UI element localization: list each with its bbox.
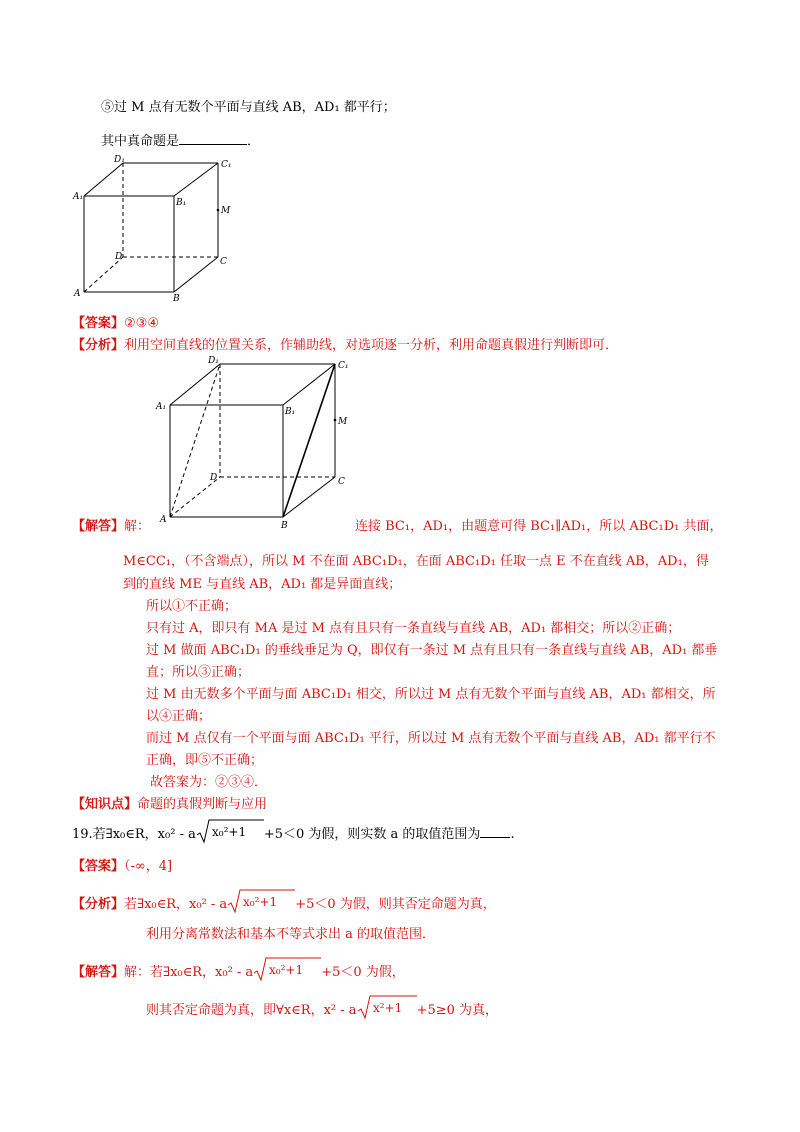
q18-prompt-text: 其中真命题是 — [101, 134, 180, 149]
q18-sol-line9: 以④正确； — [146, 709, 212, 724]
q18-answer: ②③④ — [124, 316, 159, 331]
fig1-label-c: C — [220, 257, 227, 267]
q19-solution-line2-prefix: 则其否定命题为真，即∀x∈R，x² - a — [146, 1003, 357, 1018]
q19-solution-line2-radicand: x²+1 — [372, 1001, 402, 1015]
answer-blank — [480, 823, 510, 838]
fig1-label-b: B — [173, 294, 180, 304]
q18-sol-line10: 而过 M 点仅有一个平面与面 ABC₁D₁ 平行，所以过 M 点有无数个平面与直线 AB，AD₁ 都平行不 — [146, 731, 716, 746]
knowledge-tag: 【知识点】 — [72, 797, 138, 812]
solution-tag: 【解答】 — [72, 965, 125, 980]
answer-blank — [179, 130, 247, 145]
fig1-label-d1: D₁ — [114, 155, 125, 165]
q19-analysis-suffix: +5＜0 为假，则其否定命题为真， — [295, 897, 496, 912]
q18-sol-line7: 直；所以③正确； — [146, 665, 251, 680]
q18-sol-line3: 到的直线 ME 与直线 AB，AD₁ 都是异面直线； — [123, 577, 402, 592]
cube-figure-1 — [70, 150, 240, 305]
q19-suffix: +5＜0 为假，则实数 a 的取值范围为 — [263, 827, 481, 842]
fig2-label-d: D — [210, 473, 218, 483]
q18-sol-line12: 故答案为：②③④． — [150, 775, 268, 790]
q19-solution-suffix: +5＜0 为假， — [321, 965, 405, 980]
q19-end: . — [510, 827, 515, 842]
solution-tag: 【解答】 — [72, 519, 125, 534]
q19-radicand: x₀²+1 — [211, 825, 246, 839]
q19-solution-radicand: x₀²+1 — [269, 963, 304, 977]
fig2-label-a1: A₁ — [156, 402, 167, 412]
q18-answer-row — [72, 315, 159, 333]
answer-tag: 【答案】 — [72, 316, 125, 331]
q18-solution-row — [72, 518, 150, 536]
q19-prefix: 19.若∃x₀∈R，x₀² - a — [72, 827, 196, 842]
q18-sol-line6: 过 M 做面 ABC₁D₁ 的垂线垂足为 Q，即仅有一条过 M 点有且只有一条直线与直线 AB，AD₁ 都垂 — [146, 643, 718, 658]
answer-tag: 【答案】 — [72, 859, 125, 874]
q18-sol-line2: M∈CC₁，（不含端点），所以 M 不在面 ABC₁D₁，在面 ABC₁D₁ 任取一点 E 不在直线 AB，AD₁，得 — [123, 554, 709, 569]
q18-sol-line5: 只有过 A，即只有 MA 是过 M 点有且只有一条直线与直线 AB，AD₁ 都相交；所以②正确； — [146, 621, 681, 636]
fig2-label-a: A — [160, 515, 167, 525]
q18-sol-line1: 连接 BC₁，AD₁，由题意可得 BC₁∥AD₁，所以 ABC₁D₁ 共面， — [355, 519, 723, 534]
q18-analysis: 利用空间直线的位置关系，作辅助线，对选项逐一分析，利用命题真假进行判断即可． — [124, 338, 619, 353]
sqrt-sign — [357, 994, 417, 1030]
fig1-label-m: M — [221, 206, 231, 216]
fig1-label-a: A — [74, 289, 81, 299]
q18-sol-line8: 过 M 由无数多个平面与面 ABC₁D₁ 相交，所以过 M 点有无数个平面与直线 AB，AD₁ 都相交，所 — [146, 687, 716, 702]
sqrt-sign — [196, 818, 264, 854]
q18-item5: ⑤过 M 点有无数个平面与直线 AB，AD₁ 都平行； — [101, 100, 396, 115]
fig1-label-c1: C₁ — [221, 160, 232, 170]
q18-sol-line4: 所以①不正确； — [146, 599, 238, 614]
analysis-tag: 【分析】 — [72, 897, 125, 912]
q19-analysis-radicand: x₀²+1 — [243, 895, 278, 909]
q19-analysis-row — [72, 888, 496, 924]
q19-solution-row — [72, 956, 405, 992]
q19-stem — [72, 818, 515, 854]
sqrt-sign — [227, 888, 295, 924]
q19-answer-row — [72, 858, 172, 876]
fig1-label-d: D — [115, 252, 123, 262]
fig2-label-c1: C₁ — [338, 361, 349, 371]
fig2-label-c: C — [338, 477, 345, 487]
fig1-label-a1: A₁ — [73, 192, 84, 202]
q19-solution-prefix: 解：若∃x₀∈R，x₀² - a — [124, 965, 254, 980]
q18-knowledge-row — [72, 796, 267, 814]
fig2-label-d1: D₁ — [208, 356, 219, 366]
q18-knowledge: 命题的真假判断与应用 — [137, 797, 268, 812]
fig2-label-b: B — [281, 521, 288, 531]
fig2-label-m: M — [338, 417, 348, 427]
q18-prompt — [101, 130, 260, 151]
fig2-label-b1: B₁ — [285, 407, 296, 417]
cube-figure-2 — [150, 350, 360, 535]
q19-solution-line2 — [146, 994, 498, 1030]
q19-answer: （-∞，4] — [124, 859, 173, 874]
q18-solution-start: 解： — [124, 519, 151, 534]
q19-analysis-prefix: 若∃x₀∈R，x₀² - a — [124, 897, 228, 912]
q18-sol-line11: 正确，即⑤不正确； — [146, 753, 264, 768]
q19-solution-line2-suffix: +5≥0 为真， — [416, 1003, 499, 1018]
fig1-label-b1: B₁ — [176, 198, 187, 208]
q18-prompt-end: ． — [247, 134, 261, 149]
q19-analysis-line2: 利用分离常数法和基本不等式求出 a 的取值范围． — [146, 927, 436, 942]
sqrt-sign — [253, 956, 321, 992]
analysis-tag: 【分析】 — [72, 338, 125, 353]
